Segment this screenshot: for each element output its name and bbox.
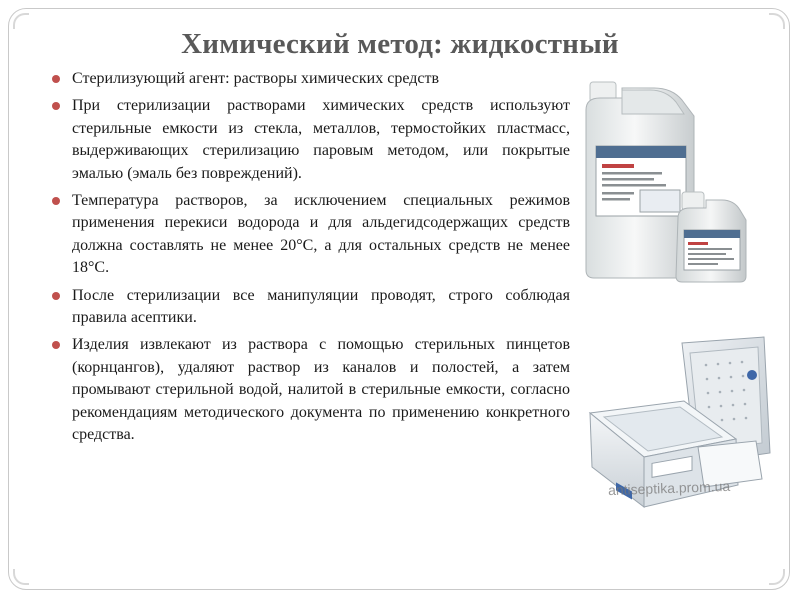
bullet-dot-icon: [52, 102, 60, 110]
bullet-dot-icon: [52, 75, 60, 83]
corner-ornament: [769, 569, 785, 585]
bullet-text: Изделия извлекают из раствора с помощью стерильных пинцетов (корнцангов), удаляют раствор из каналов и полостей, а затем промывают стерильной водой, налитой в стерильные емкости, согласно рекомендациям методического документа по применению конкретного средства.: [72, 336, 570, 444]
corner-ornament: [13, 569, 29, 585]
bullet-list: [52, 68, 570, 452]
bullet-text: При стерилизации растворами химических средств используют стерильные емкости из стекла, металлов, термостойких пластмасс, выдерживающих стерилизацию паровым методом, или покрытые эмалью (эмаль без повреждений).: [72, 97, 570, 182]
bullet-dot-icon: [52, 341, 60, 349]
slide-title: Химический метод: жидкостный: [181, 28, 619, 60]
bullet-item: [52, 95, 570, 185]
bullet-text: Температура растворов, за исключением специальных режимов применения перекиси водорода и для альдегидсодержащих средств должна составлять не менее 20°С, а для остальных средств не менее 18°С.: [72, 192, 570, 277]
bullet-item: [52, 334, 570, 446]
bullet-item: [52, 285, 570, 330]
bullet-text: Стерилизующий агент: растворы химических средств: [72, 70, 440, 87]
corner-ornament: [769, 13, 785, 29]
disinfectant-canisters-image: [582, 80, 752, 285]
bullet-text: После стерилизации все манипуляции проводят, строго соблюдая правила асептики.: [72, 286, 570, 327]
corner-ornament: [13, 13, 29, 29]
watermark-text: antiseptika.prom.ua: [607, 477, 731, 499]
bullet-dot-icon: [52, 197, 60, 205]
bullet-item: [52, 68, 570, 90]
bullet-item: [52, 190, 570, 280]
bullet-dot-icon: [52, 292, 60, 300]
